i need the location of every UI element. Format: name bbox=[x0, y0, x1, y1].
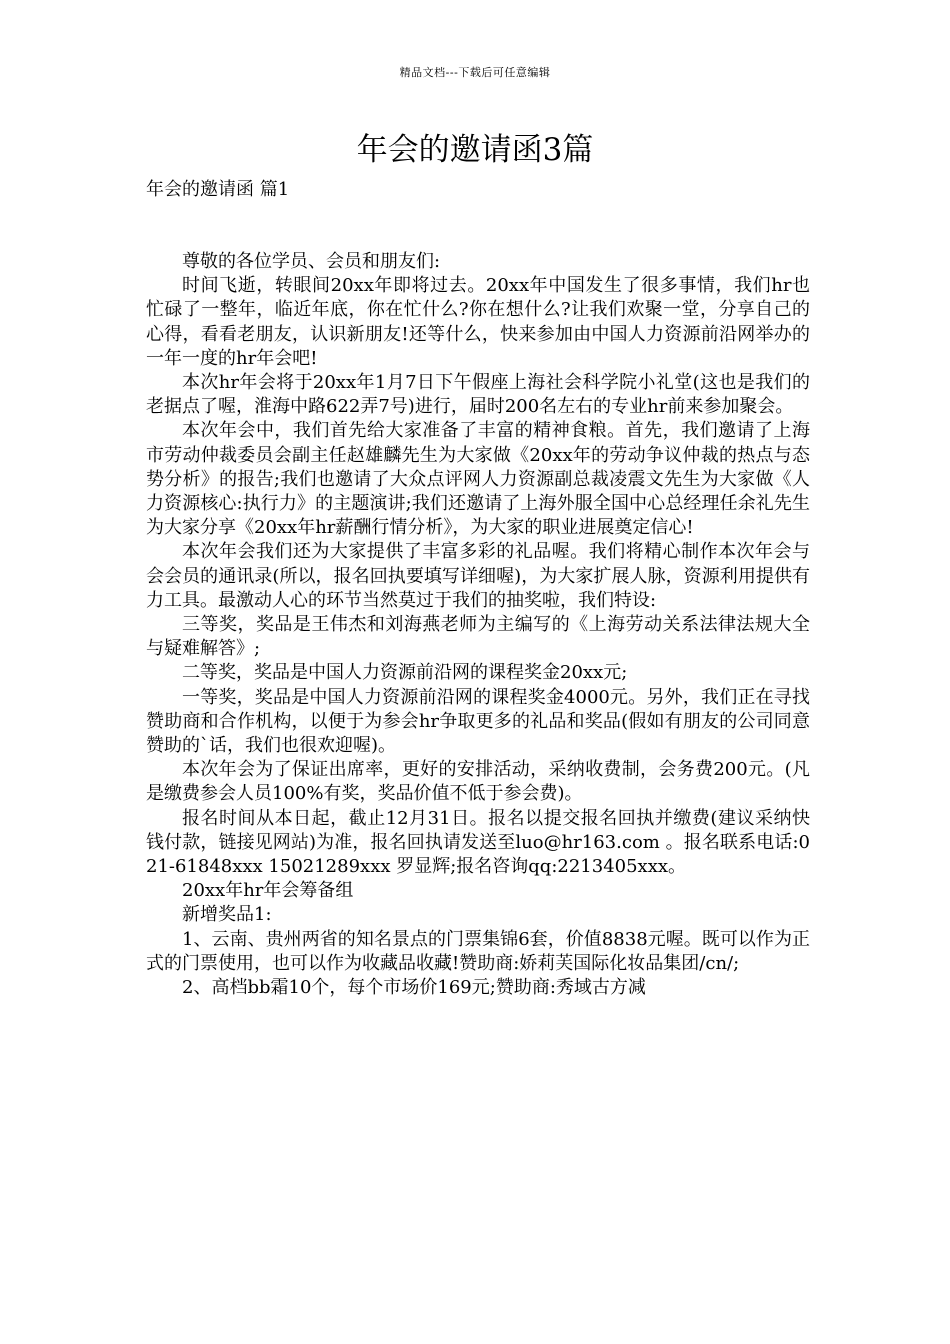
paragraph-new-prize-1: 1、云南、贵州两省的知名景点的门票集锦6套，价值8838元喔。既可以作为正式的门票使用，也可以作为收藏品收藏!赞助商:娇莉芙国际化妆品集团/cn/; bbox=[146, 928, 810, 974]
page-header-note: 精品文档---下载后可任意编辑 bbox=[399, 66, 551, 79]
paragraph-new-prizes-heading: 新增奖品1: bbox=[182, 904, 272, 926]
section-title: 年会的邀请函 篇1 bbox=[146, 179, 290, 200]
paragraph-second-prize: 二等奖，奖品是中国人力资源前沿网的课程奖金20xx元; bbox=[182, 662, 628, 684]
paragraph-salutation: 尊敬的各位学员、会员和朋友们: bbox=[182, 251, 441, 272]
paragraph-gifts: 本次年会我们还为大家提供了丰富多彩的礼品喔。我们将精心制作本次年会与会会员的通讯录(所以，报名回执要填写详细喔)，为大家扩展人脉，资源利用提供有力工具。最激动人心的环节当然莫过于我们的抽奖啦，我们特设: bbox=[146, 541, 810, 611]
paragraph-organizer: 20xx年hr年会筹备组 bbox=[182, 880, 354, 902]
paragraph-intro: 时间飞逝，转眼间20xx年即将过去。20xx年中国发生了很多事情，我们hr也忙碌了一整年，临近年底，你在忙什么?你在想什么?让我们欢聚一堂，分享自己的心得，看看老朋友，认识新朋友!还等什么，快来参加由中国人力资源前沿网举办的一年一度的hr年会吧! bbox=[146, 275, 810, 369]
paragraph-first-prize: 一等奖，奖品是中国人力资源前沿网的课程奖金4000元。另外，我们正在寻找赞助商和合作机构，以便于为参会hr争取更多的礼品和奖品(假如有朋友的公司同意赞助的`话，我们也很欢迎喔)。 bbox=[146, 686, 810, 757]
document-title: 年会的邀请函3篇 bbox=[356, 132, 594, 168]
paragraph-new-prize-2: 2、高档bb霜10个，每个市场价169元;赞助商:秀域古方减 bbox=[182, 977, 646, 999]
paragraph-third-prize: 三等奖，奖品是王伟杰和刘海燕老师为主编写的《上海劳动关系法律法规大全与疑难解答》; bbox=[146, 614, 810, 660]
paragraph-fee: 本次年会为了保证出席率，更好的安排活动，采纳收费制，会务费200元。(凡是缴费参会人员100%有奖，奖品价值不低于参会费)。 bbox=[146, 759, 810, 805]
paragraph-speakers: 本次年会中，我们首先给大家准备了丰富的精神食粮。首先，我们邀请了上海市劳动仲裁委员会副主任赵雄麟先生为大家做《20xx年的劳动争议仲裁的热点与态势分析》的报告;我们也邀请了大众点评网人力资源副总裁凌震文先生为大家做《人力资源核心:执行力》的主题演讲;我们还邀请了上海外服全国中心总经理任余礼先生为大家分享《20xx年hr薪酬行情分析》，为大家的职业进展奠定信心! bbox=[146, 420, 810, 539]
paragraph-venue: 本次hr年会将于20xx年1月7日下午假座上海社会科学院小礼堂(这也是我们的老据点了喔，淮海中路622弄7号)进行，届时200名左右的专业hr前来参加聚会。 bbox=[146, 372, 810, 418]
paragraph-registration: 报名时间从本日起，截止12月31日。报名以提交报名回执并缴费(建议采纳快钱付款，链接见网站)为准，报名回执请发送至luo@hr163.com 。报名联系电话:021-61848xxx 15021289xxx 罗显辉;报名咨询qq:2213405xxx。 bbox=[146, 807, 810, 878]
document-body bbox=[146, 250, 810, 1000]
